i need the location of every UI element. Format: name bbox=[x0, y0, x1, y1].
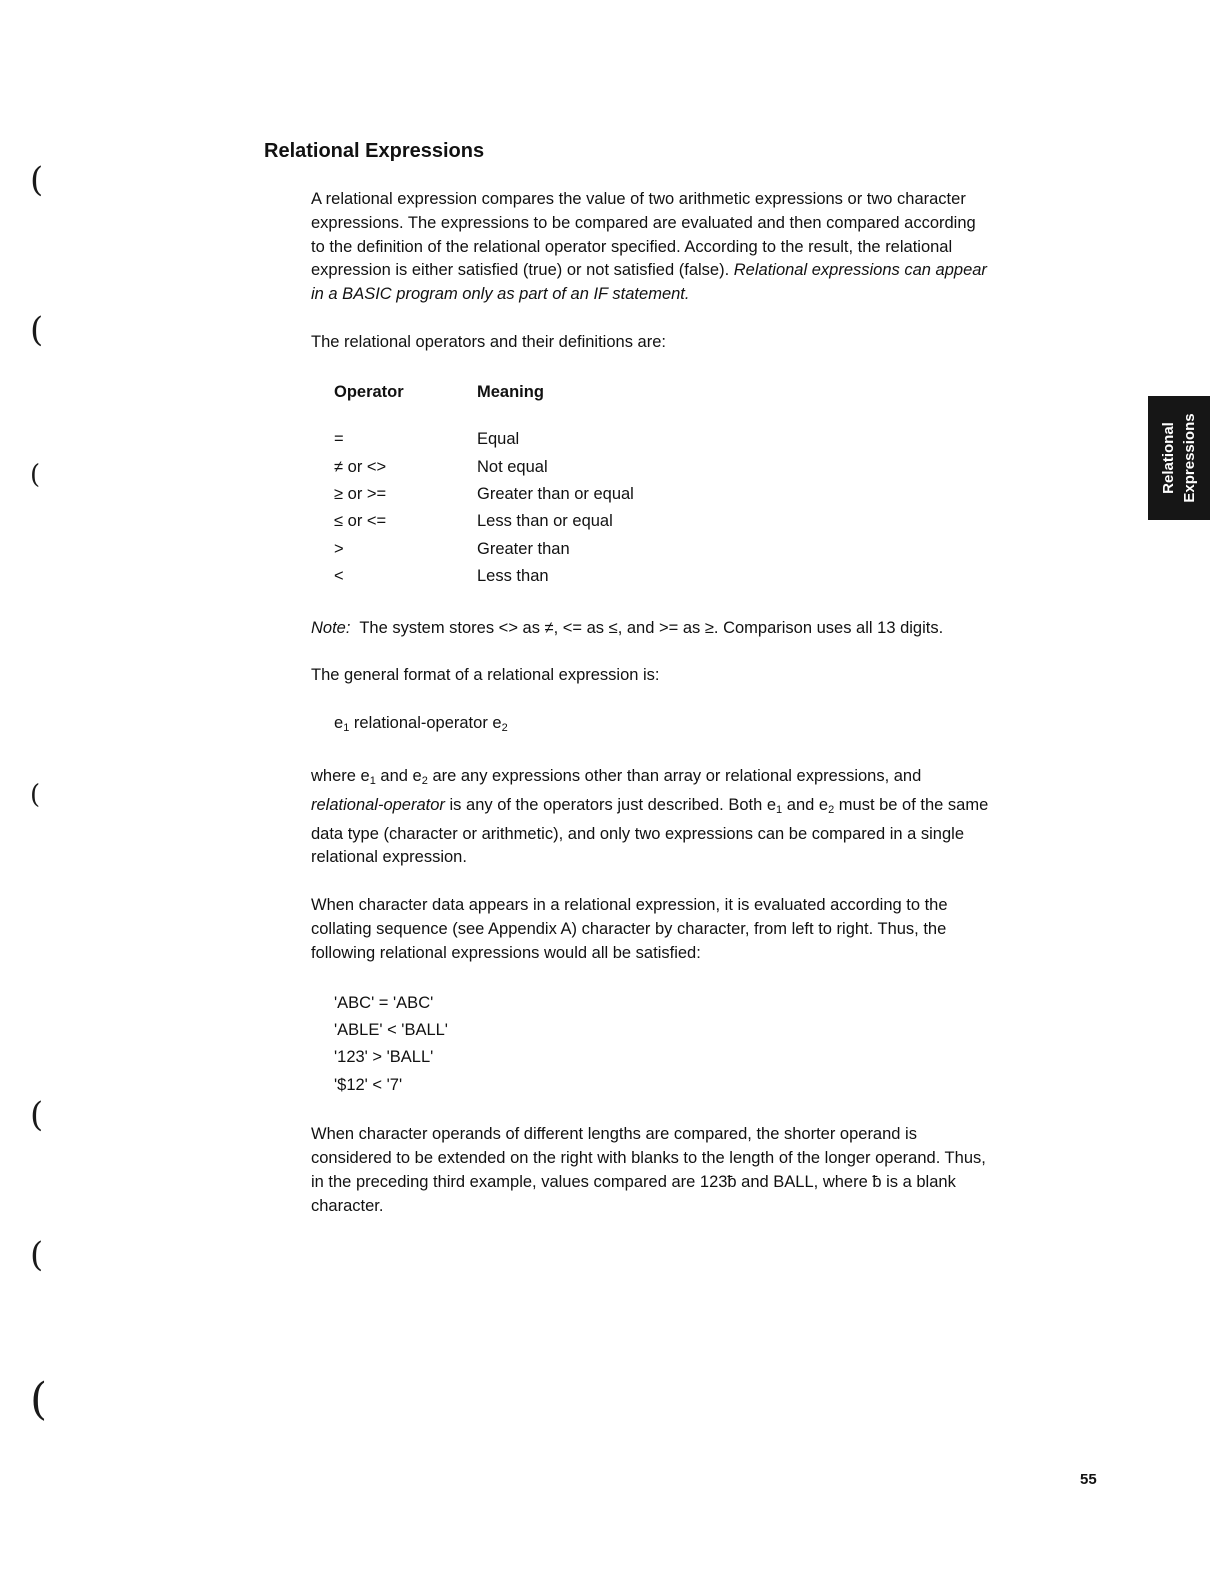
table-row bbox=[334, 426, 634, 453]
note-text: The system stores <> as ≠, <= as ≤, and >= as ≥. Comparison uses all 13 digits. bbox=[359, 618, 944, 637]
binder-mark-icon: ( bbox=[30, 1374, 48, 1425]
where-paragraph bbox=[311, 765, 991, 870]
operator-table-header bbox=[334, 379, 634, 426]
binder-mark-icon: ( bbox=[30, 460, 41, 490]
where-text-3: are any expressions other than array or relational expressions, and bbox=[432, 767, 922, 786]
where-text-1: where e bbox=[311, 767, 370, 786]
binder-mark-icon: ( bbox=[30, 780, 41, 810]
example-line: '$12' < '7' bbox=[334, 1075, 403, 1094]
binder-mark-icon: ( bbox=[30, 160, 44, 200]
where-sub-2: 2 bbox=[421, 775, 428, 788]
meaning-cell: Not equal bbox=[477, 457, 548, 476]
binder-mark-icon: ( bbox=[30, 1095, 44, 1135]
section-tab-line1: Relational bbox=[1160, 422, 1177, 494]
where-text-5: and e bbox=[786, 795, 829, 814]
operator-table bbox=[334, 379, 634, 591]
section-tab bbox=[1148, 396, 1210, 520]
section-tab-line2: Expressions bbox=[1181, 413, 1198, 503]
operator-table-wrap bbox=[311, 379, 991, 591]
where-sub-3: 1 bbox=[776, 803, 783, 816]
section-heading: Relational Expressions bbox=[264, 140, 485, 162]
where-sub-4: 2 bbox=[828, 803, 835, 816]
character-paragraph: When character data appears in a relational expression, it is evaluated according to the collating sequence (see Appendix A) character by character, from left to right. Thus, the following relational expressions would all be satisfied: bbox=[311, 896, 948, 962]
meaning-cell: Less than or equal bbox=[477, 512, 613, 531]
format-intro: The general format of a relational expression is: bbox=[311, 666, 660, 685]
where-text-6: must be of the same data type (character or arithmetic), and only two expressions can be compared in a single relational expression. bbox=[311, 795, 989, 867]
where-italic: relational-operator bbox=[311, 795, 445, 814]
where-text-2: and e bbox=[380, 767, 422, 786]
header-meaning: Meaning bbox=[477, 382, 544, 401]
binder-mark-icon: ( bbox=[30, 1235, 44, 1275]
table-row bbox=[334, 454, 634, 481]
table-row bbox=[334, 536, 634, 563]
header-operator: Operator bbox=[334, 382, 404, 401]
operators-intro: The relational operators and their definitions are: bbox=[311, 332, 666, 351]
examples-list bbox=[334, 990, 991, 1100]
binder-mark-icon: ( bbox=[30, 310, 44, 350]
example-line: '123' > 'BALL' bbox=[334, 1048, 434, 1067]
operator-cell: ≤ or <= bbox=[334, 512, 387, 531]
intro-italic-text: Relational expressions can appear in a BASIC program only as part of an IF statement. bbox=[311, 261, 987, 304]
note-label: Note: bbox=[311, 618, 351, 637]
operator-cell: = bbox=[334, 430, 344, 449]
operator-cell: < bbox=[334, 567, 344, 586]
where-sub-1: 1 bbox=[369, 775, 376, 788]
lengths-paragraph: When character operands of different lengths are compared, the shorter operand is considered to be extended on the right with blanks to the length of the longer operand. Thus, in the preceding third example, values compared are 123ƀ and BALL, where ƀ is a blank character. bbox=[311, 1125, 986, 1215]
format-sub2: 2 bbox=[501, 722, 508, 735]
meaning-cell: Less than bbox=[477, 567, 549, 586]
meaning-cell: Greater than or equal bbox=[477, 485, 634, 503]
meaning-cell: Greater than bbox=[477, 539, 570, 558]
meaning-cell: Equal bbox=[477, 430, 520, 449]
example-line: 'ABLE' < 'BALL' bbox=[334, 1021, 448, 1039]
operator-cell: > bbox=[334, 539, 344, 558]
note-paragraph bbox=[311, 617, 991, 641]
operator-cell: ≥ or >= bbox=[334, 485, 387, 503]
format-e2: e bbox=[492, 714, 502, 733]
format-line bbox=[334, 712, 991, 741]
example-line: 'ABC' = 'ABC' bbox=[334, 993, 434, 1012]
section-tab-label bbox=[1158, 396, 1200, 520]
body-content bbox=[311, 188, 991, 1242]
format-sub1: 1 bbox=[343, 722, 350, 735]
table-row bbox=[334, 563, 634, 590]
table-row bbox=[334, 508, 634, 535]
page-number: 55 bbox=[1080, 1471, 1097, 1488]
table-row bbox=[334, 481, 634, 508]
operator-cell: ≠ or <> bbox=[334, 457, 387, 476]
intro-paragraph bbox=[311, 188, 991, 307]
intro-text: A relational expression compares the value of two arithmetic expressions or two character expressions. The expressions to be compared are evaluated and then compared according to the definition of the relational operator specified. According to the result, the relational expression is either satisfied (true) or not satisfied (false). bbox=[311, 190, 976, 280]
format-e1: e bbox=[334, 714, 344, 733]
where-text-4: is any of the operators just described. Both e bbox=[449, 795, 777, 814]
format-operator: relational-operator bbox=[353, 714, 488, 733]
